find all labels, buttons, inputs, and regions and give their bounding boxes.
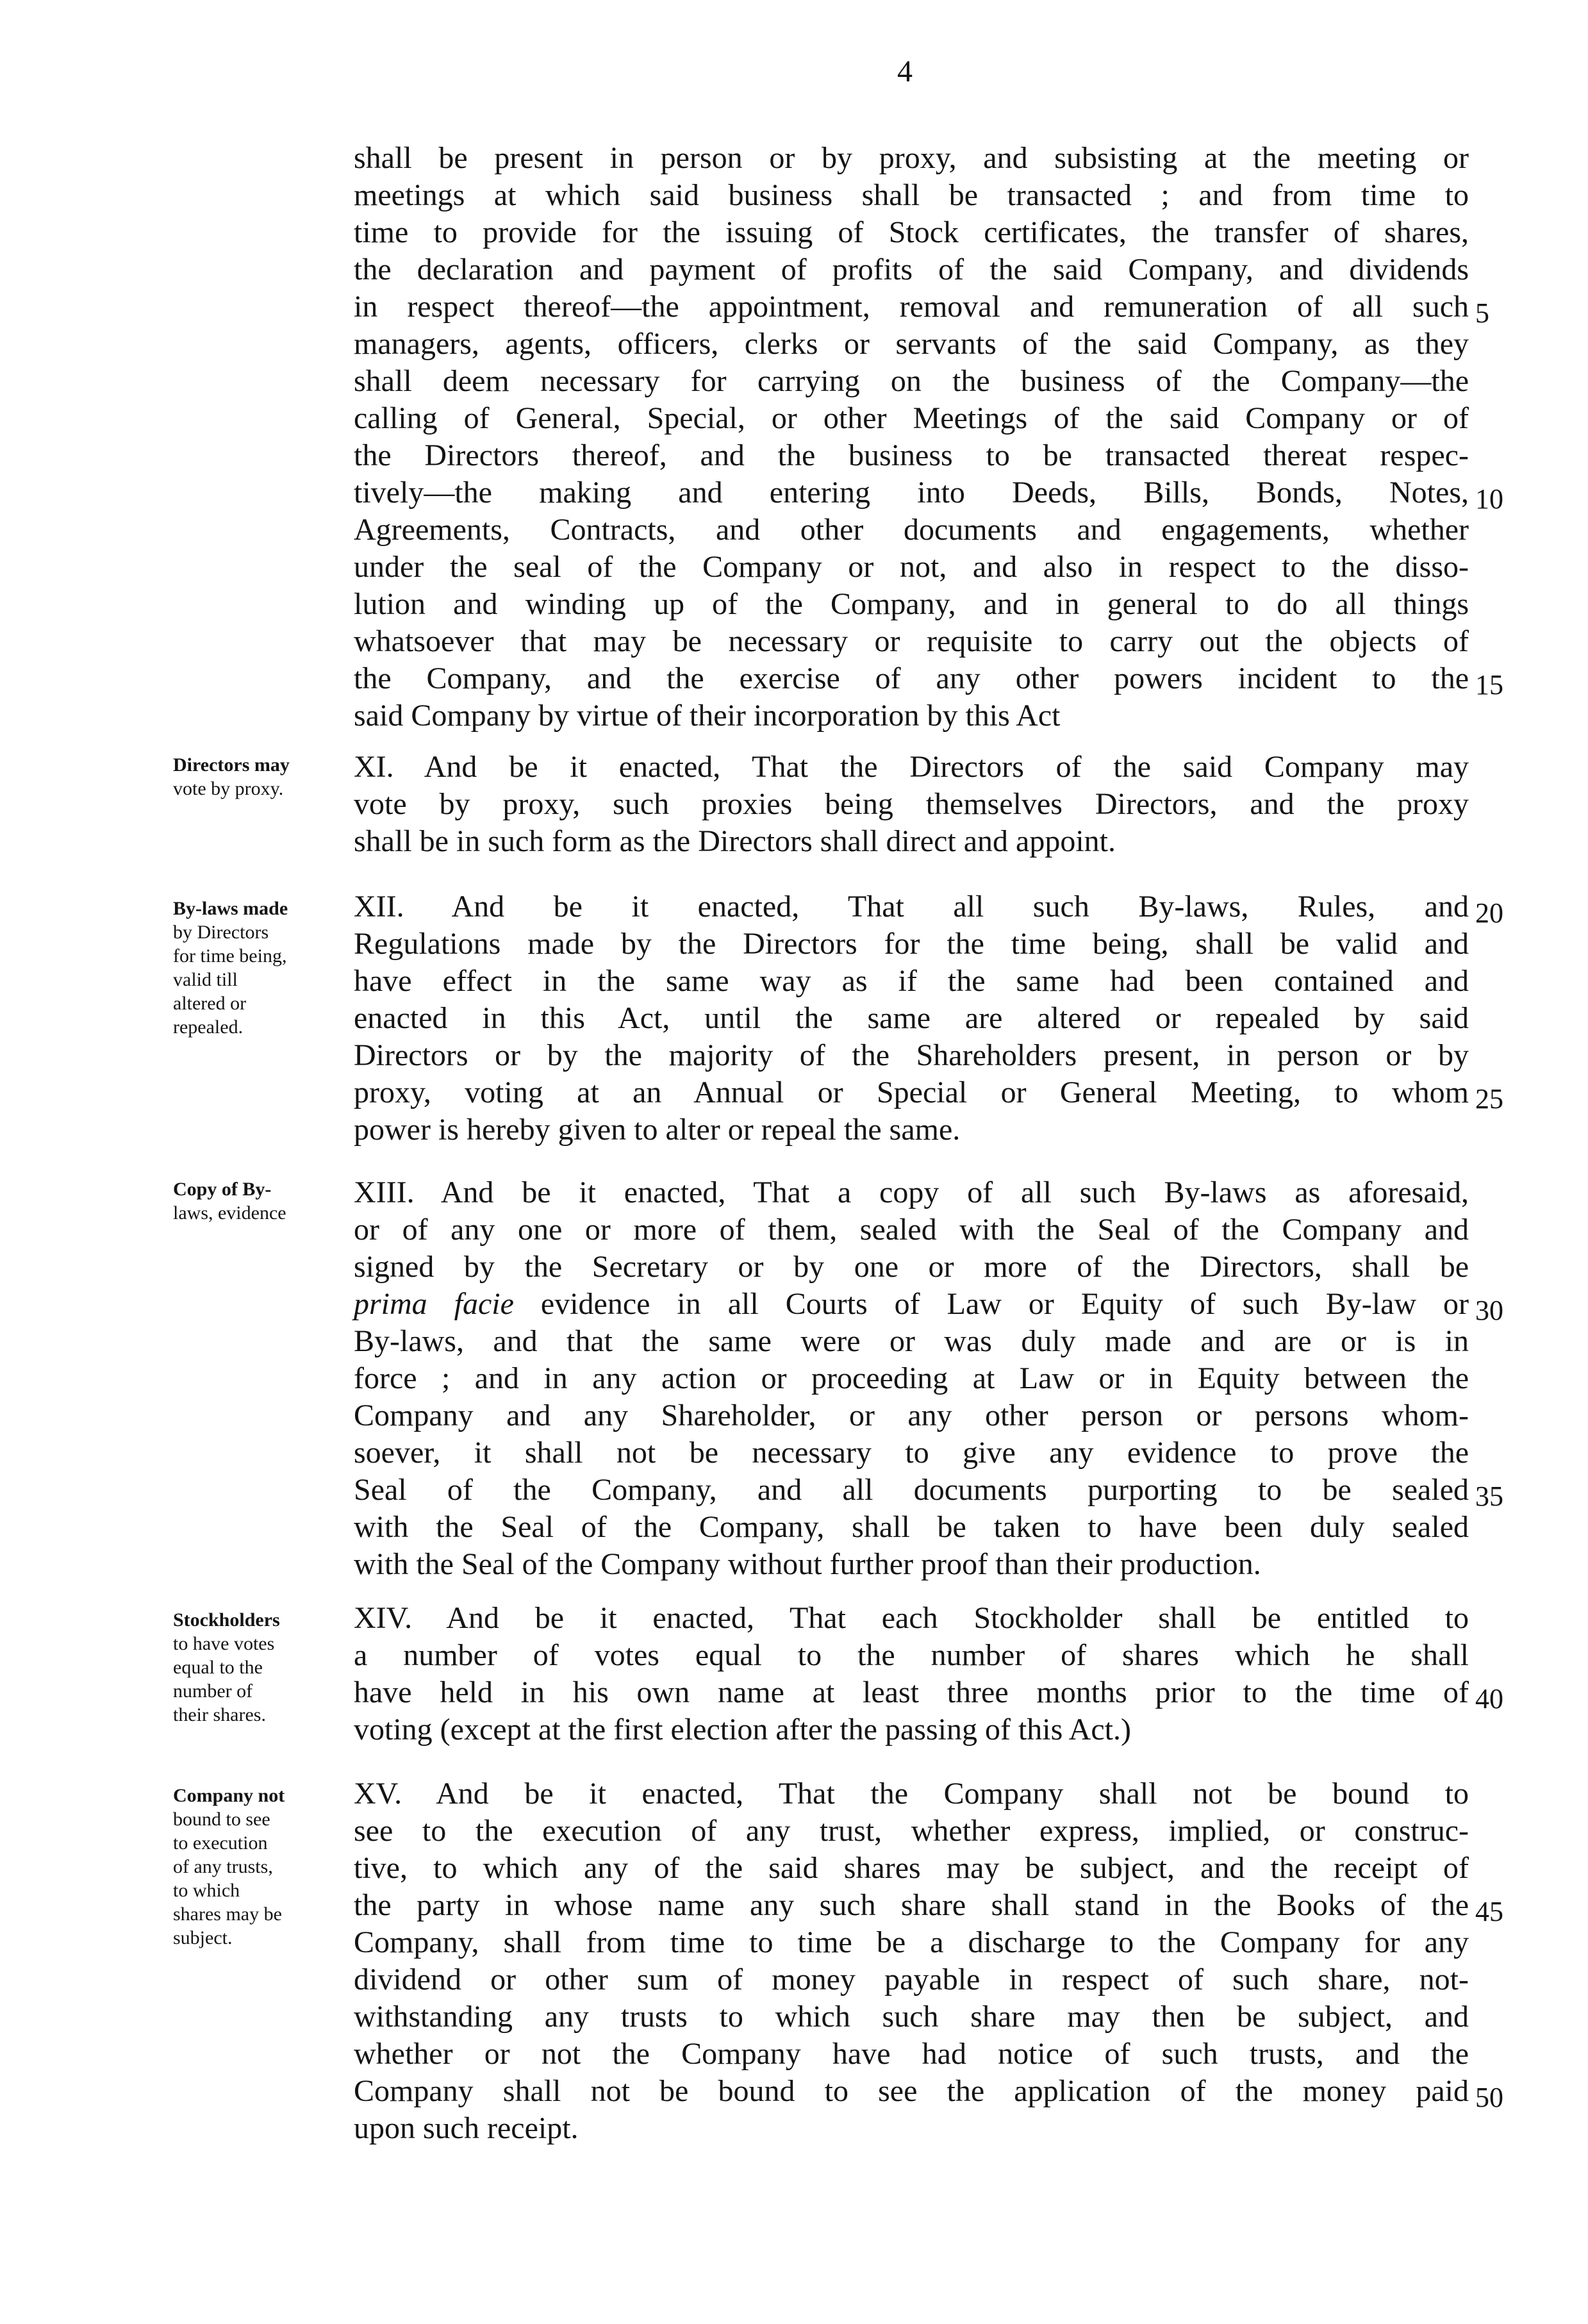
text-line: voting (except at the first election after the passing of this Act.) [354, 1713, 1131, 1747]
margin-note-line: repealed. [173, 1017, 244, 1038]
line-number: 40 [1475, 1683, 1503, 1714]
margin-note [173, 897, 349, 1040]
margin-note-line: Company not [173, 1785, 285, 1806]
line-number: 20 [1475, 897, 1503, 929]
text-line: the Directors thereof, and the business to be transacted thereat respec- [354, 438, 1469, 472]
text-line: XV. And be it enacted, That the Company shall not be bound to [354, 1777, 1469, 1811]
text-line: in respect thereof—the appointment, removal and remuneration of all such [354, 290, 1469, 324]
text-line: Company, shall from time to time be a discharge to the Company for any [354, 1925, 1469, 1959]
text-line: the declaration and payment of profits of the said Company, and dividends [354, 253, 1469, 286]
margin-note-line: valid till [173, 969, 238, 990]
text-line: soever, it shall not be necessary to give any evidence to prove the [354, 1436, 1469, 1470]
text-line: managers, agents, officers, clerks or servants of the said Company, as they [354, 327, 1469, 361]
margin-note-line: bound to see [173, 1809, 270, 1830]
margin-note-line: to execution [173, 1832, 268, 1854]
margin-note-line: Directors may [173, 754, 290, 776]
text-line: Company shall not be bound to see the application of the money paid [354, 2074, 1469, 2108]
margin-note [173, 1609, 349, 1727]
margin-note-line: Stockholders [173, 1609, 280, 1631]
margin-note-line: shares may be [173, 1904, 282, 1925]
text-line: power is hereby given to alter or repeal the same. [354, 1113, 961, 1147]
margin-note-line: altered or [173, 993, 247, 1014]
text-line: time to provide for the issuing of Stock certificates, the transfer of shares, [354, 215, 1469, 249]
margin-note [173, 1784, 349, 1950]
text-line: a number of votes equal to the number of shares which he shall [354, 1638, 1469, 1672]
italic-phrase: prima facie [354, 1287, 514, 1321]
text-line: withstanding any trusts to which such share may then be subject, and [354, 2000, 1469, 2034]
line-number: 50 [1475, 2082, 1503, 2113]
margin-note-line: subject. [173, 1927, 233, 1948]
margin-note-line: of any trusts, [173, 1856, 273, 1877]
text-line: see to the execution of any trust, whether express, implied, or construc- [354, 1814, 1469, 1848]
text-line: XIII. And be it enacted, That a copy of all such By-laws as aforesaid, [354, 1175, 1469, 1209]
text-line: enacted in this Act, until the same are altered or repealed by said [354, 1001, 1469, 1035]
margin-note-line: for time being, [173, 945, 287, 967]
text-line: meetings at which said business shall be transacted ; and from time to [354, 178, 1469, 212]
text-line: lution and winding up of the Company, and in general to do all things [354, 587, 1469, 621]
text-line: with the Seal of the Company, shall be taken to have been duly sealed [354, 1510, 1469, 1544]
margin-note-line: to which [173, 1880, 240, 1901]
text-line: dividend or other sum of money payable in respect of such share, not- [354, 1963, 1469, 1996]
margin-note-line: equal to the [173, 1657, 263, 1678]
line-number: 5 [1475, 297, 1489, 329]
text-line: whatsoever that may be necessary or requisite to carry out the objects of [354, 624, 1469, 658]
margin-note-line: by Directors [173, 922, 269, 943]
text-line: have held in his own name at least three months prior to the time of [354, 1675, 1469, 1709]
text-line: Regulations made by the Directors for the time being, shall be valid and [354, 927, 1469, 961]
line-number: 15 [1475, 669, 1503, 701]
text-line: proxy, voting at an Annual or Special or General Meeting, to whom [354, 1075, 1469, 1109]
text-line: XII. And be it enacted, That all such By-laws, Rules, and [354, 890, 1469, 924]
line-number: 35 [1475, 1481, 1503, 1512]
text-line: tively—the making and entering into Deeds, Bills, Bonds, Notes, [354, 476, 1469, 510]
margin-note-line: to have votes [173, 1633, 275, 1654]
margin-note-line: vote by proxy. [173, 778, 284, 799]
text-line: the party in whose name any such share shall stand in the Books of the [354, 1888, 1469, 1922]
line-number: 45 [1475, 1896, 1503, 1927]
margin-note-line: By-laws made [173, 898, 288, 919]
text-line: said Company by virtue of their incorporation by this Act [354, 699, 1061, 733]
text-line: shall deem necessary for carrying on the business of the Company—the [354, 364, 1469, 398]
margin-note-line: Copy of By- [173, 1179, 272, 1200]
text-line: upon such receipt. [354, 2111, 579, 2145]
line-number: 10 [1475, 483, 1503, 515]
text-line: shall be present in person or by proxy, and subsisting at the meeting or [354, 141, 1469, 175]
text-line: whether or not the Company have had notice of such trusts, and the [354, 2037, 1469, 2071]
text-line: vote by proxy, such proxies being themselves Directors, and the proxy [354, 787, 1469, 821]
text-line: under the seal of the Company or not, and also in respect to the disso- [354, 550, 1469, 584]
page-number: 4 [897, 54, 913, 88]
text-line: XIV. And be it enacted, That each Stockholder shall be entitled to [354, 1601, 1469, 1635]
text-line: Agreements, Contracts, and other documents and engagements, whether [354, 513, 1469, 547]
text-line: with the Seal of the Company without further proof than their production. [354, 1547, 1261, 1581]
text-line: or of any one or more of them, sealed with the Seal of the Company and [354, 1213, 1469, 1247]
margin-note-line: number of [173, 1681, 253, 1702]
text-line: signed by the Secretary or by one or more of the Directors, shall be [354, 1250, 1469, 1284]
text-line: force ; and in any action or proceeding at Law or in Equity between the [354, 1361, 1469, 1395]
text-line: XI. And be it enacted, That the Directors of the said Company may [354, 750, 1469, 784]
text-line: calling of General, Special, or other Meetings of the said Company or of [354, 401, 1469, 435]
margin-note-line: their shares. [173, 1704, 266, 1725]
text-line: prima facie evidence in all Courts of Law or Equity of such By-law or [354, 1287, 1469, 1321]
text-line: Directors or by the majority of the Shareholders present, in person or by [354, 1038, 1469, 1072]
margin-note [173, 1178, 349, 1225]
text-line: By-laws, and that the same were or was duly made and are or is in [354, 1324, 1469, 1358]
text-line: the Company, and the exercise of any other powers incident to the [354, 661, 1469, 695]
margin-note-line: laws, evidence [173, 1202, 286, 1224]
line-number: 25 [1475, 1083, 1503, 1115]
text-line: have effect in the same way as if the same had been contained and [354, 964, 1469, 998]
text-line: shall be in such form as the Directors shall direct and appoint. [354, 824, 1116, 858]
text-line: Seal of the Company, and all documents purporting to be sealed [354, 1473, 1469, 1507]
margin-note [173, 754, 349, 801]
text-line: tive, to which any of the said shares may be subject, and the receipt of [354, 1851, 1469, 1885]
text-line: Company and any Shareholder, or any other person or persons whom- [354, 1399, 1469, 1432]
line-number: 30 [1475, 1295, 1503, 1326]
